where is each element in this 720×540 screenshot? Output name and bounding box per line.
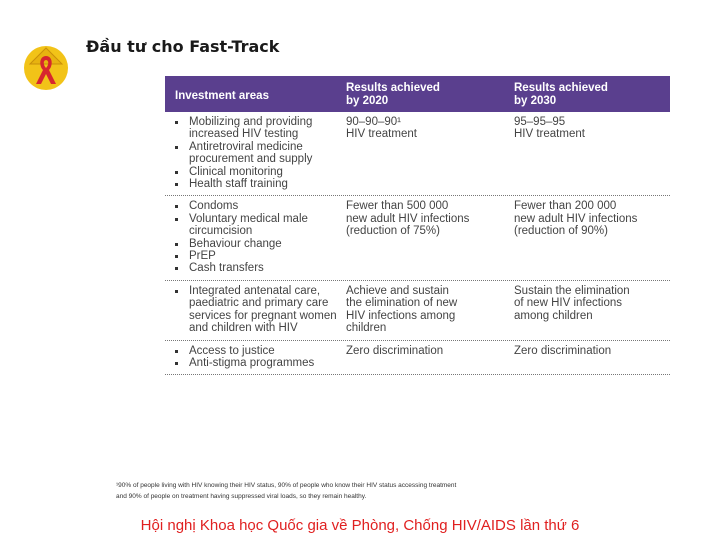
result-2020-cell: Fewer than 500 000 new adult HIV infections (reduction of 75%) — [346, 200, 470, 238]
investment-areas-cell — [165, 345, 340, 370]
result-2020-cell: Achieve and sustain the elimination of new HIV infections among children — [346, 284, 458, 335]
table-row — [165, 196, 670, 280]
header-investment-areas: Investment areas — [175, 90, 269, 102]
header-results-2030: Results achieved by 2030 — [514, 82, 608, 107]
list-item: Clinical monitoring — [165, 166, 340, 178]
result-2020-cell: 90–90–90¹ HIV treatment — [346, 116, 417, 141]
table-row — [165, 341, 670, 376]
ribbon-conical-hat-icon — [20, 40, 72, 92]
table-row — [165, 281, 670, 341]
footnote-line: ¹90% of people living with HIV knowing their HIV status, 90% of people who know their HIV status accessing treatment — [116, 482, 457, 489]
investment-areas-cell — [165, 116, 340, 190]
list-item: Condoms — [165, 200, 340, 212]
header-results-2020: Results achieved by 2020 — [346, 82, 440, 107]
list-item: Health staff training — [165, 178, 340, 190]
conference-logo — [20, 40, 72, 92]
list-item: Antiretroviral medicine procurement and supply — [165, 141, 340, 166]
result-2030-cell: Zero discrimination — [514, 344, 612, 357]
list-item: Behaviour change — [165, 238, 340, 250]
list-item: Anti-stigma programmes — [165, 357, 340, 369]
table-header — [165, 76, 670, 112]
fast-track-table — [165, 76, 670, 375]
result-2030-cell: Sustain the elimination of new HIV infections among children — [514, 284, 630, 322]
result-2030-cell: Fewer than 200 000 new adult HIV infections (reduction of 90%) — [514, 200, 638, 238]
footnote-line: and 90% of people on treatment having suppressed viral loads, so they remain healthy. — [116, 493, 367, 500]
conference-footer: Hội nghị Khoa học Quốc gia về Phòng, Chống HIV/AIDS lần thứ 6 — [140, 517, 580, 534]
list-item: Voluntary medical male circumcision — [165, 213, 340, 238]
list-item: PrEP — [165, 250, 340, 262]
footnote — [116, 480, 586, 502]
investment-areas-cell — [165, 285, 340, 335]
table-row — [165, 112, 670, 196]
slide-title: Đầu tư cho Fast-Track — [86, 37, 280, 56]
list-item: Integrated antenatal care, paediatric and primary care services for pregnant women and children with HIV — [165, 285, 340, 335]
result-2020-cell: Zero discrimination — [346, 344, 444, 357]
list-item: Access to justice — [165, 345, 340, 357]
result-2030-cell: 95–95–95 HIV treatment — [514, 116, 585, 141]
investment-areas-cell — [165, 200, 340, 274]
list-item: Mobilizing and providing increased HIV testing — [165, 116, 340, 141]
list-item: Cash transfers — [165, 262, 340, 274]
